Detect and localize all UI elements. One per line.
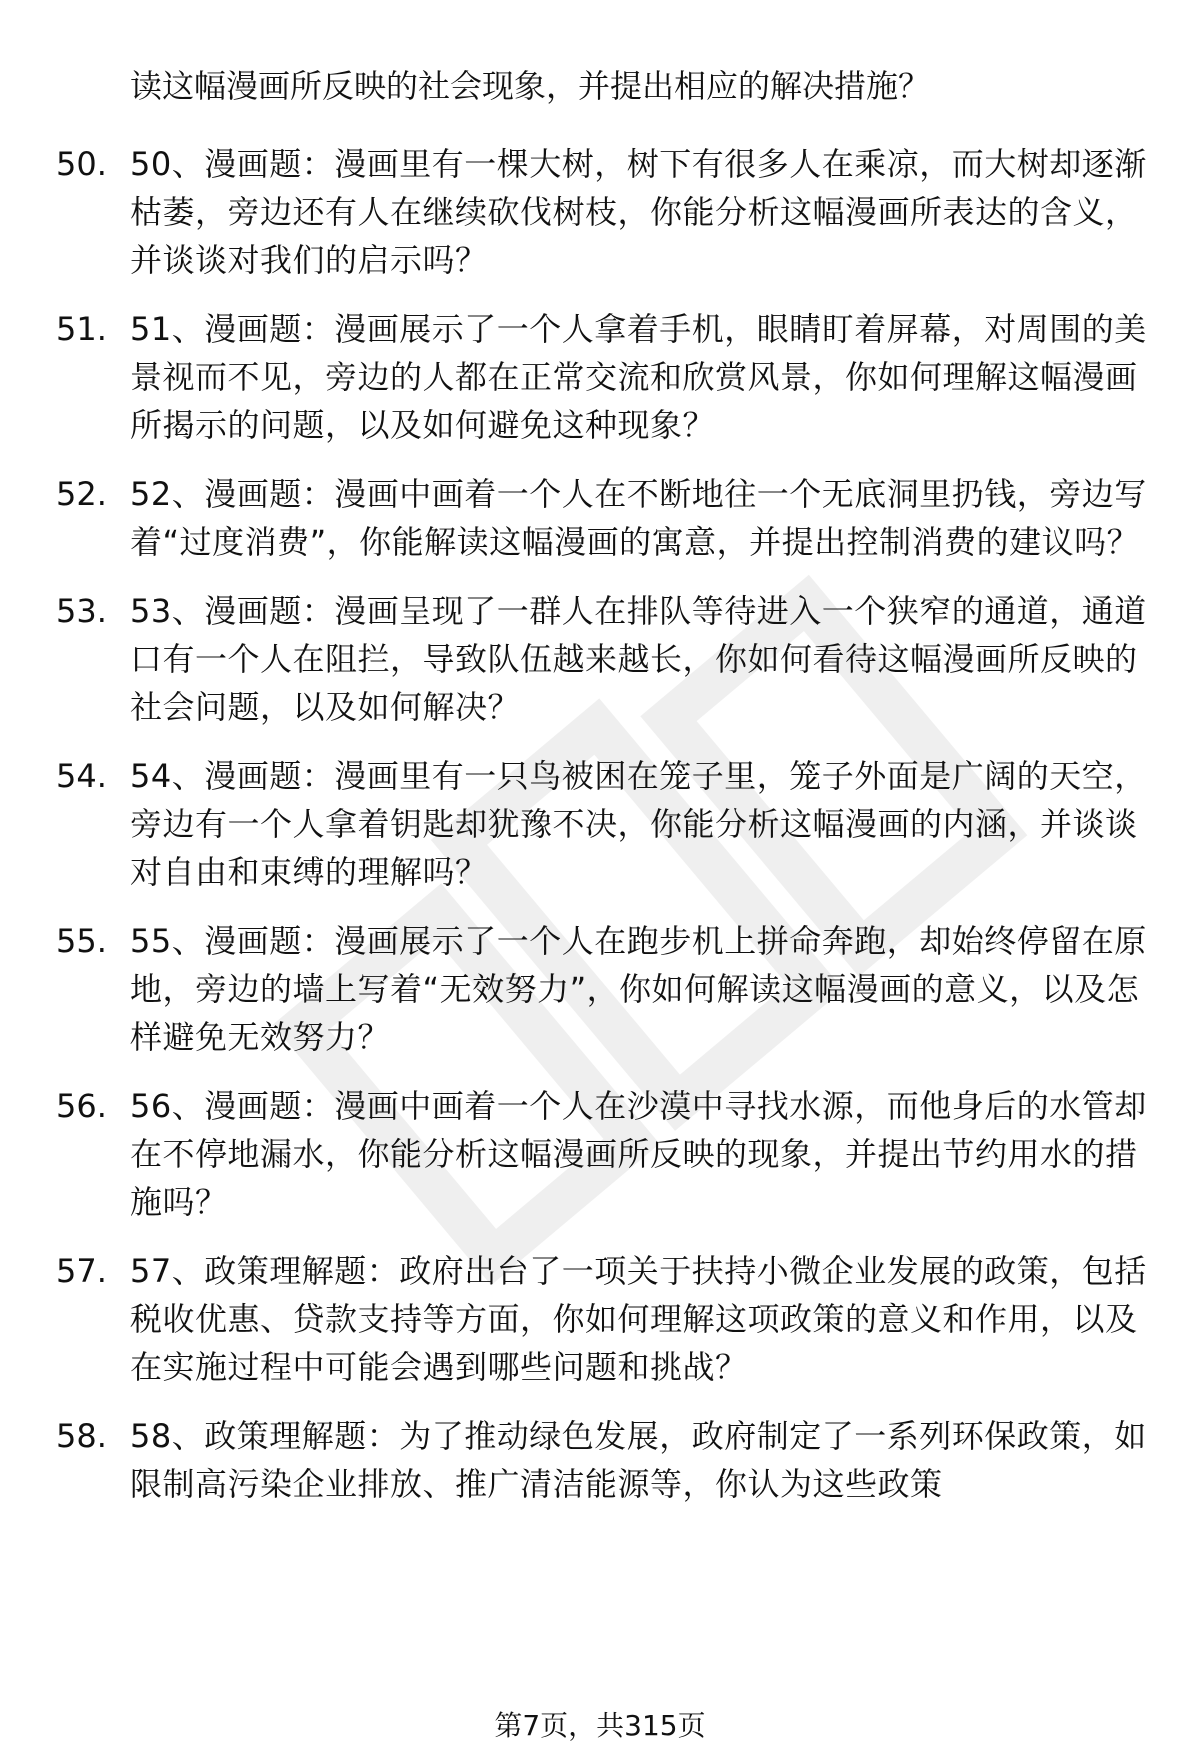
list-item: [0, 140, 1200, 284]
item-number: 52.: [56, 475, 107, 513]
item-text: 53、漫画题：漫画呈现了一群人在排队等待进入一个狭窄的通道，通道口有一个人在阻拦，导致队伍越来越长，你如何看待这幅漫画所反映的社会问题，以及如何解决？: [130, 592, 1147, 726]
item-number: 55.: [56, 922, 107, 960]
list-item: [0, 1247, 1200, 1391]
item-text: 55、漫画题：漫画展示了一个人在跑步机上拼命奔跑，却始终停留在原地，旁边的墙上写着“无效努力”，你如何解读这幅漫画的意义，以及怎样避免无效努力？: [130, 922, 1147, 1056]
intro-line: 读这幅漫画所反映的社会现象，并提出相应的解决措施？: [130, 67, 931, 105]
item-number: 54.: [56, 757, 107, 795]
list-item: [0, 917, 1200, 1061]
item-number: 56.: [56, 1087, 107, 1125]
item-text: 56、漫画题：漫画中画着一个人在沙漠中寻找水源，而他身后的水管却在不停地漏水，你能分析这幅漫画所反映的现象，并提出节约用水的措施吗？: [130, 1087, 1147, 1221]
item-text: 54、漫画题：漫画里有一只鸟被困在笼子里，笼子外面是广阔的天空，旁边有一个人拿着钥匙却犹豫不决，你能分析这幅漫画的内涵，并谈谈对自由和束缚的理解吗？: [130, 757, 1147, 891]
question-list: [0, 140, 1200, 1529]
item-number: 50.: [56, 145, 107, 183]
list-item: [0, 1082, 1200, 1226]
item-text: 57、政策理解题：政府出台了一项关于扶持小微企业发展的政策，包括税收优惠、贷款支持等方面，你如何理解这项政策的意义和作用，以及在实施过程中可能会遇到哪些问题和挑战？: [130, 1252, 1147, 1386]
list-item: [0, 1412, 1200, 1508]
list-item: [0, 305, 1200, 449]
item-text: 50、漫画题：漫画里有一棵大树，树下有很多人在乘凉，而大树却逐渐枯萎，旁边还有人在继续砍伐树枝，你能分析这幅漫画所表达的含义，并谈谈对我们的启示吗？: [130, 145, 1147, 279]
list-item: [0, 587, 1200, 731]
page-footer: 第7页，共315页: [494, 1709, 706, 1742]
item-text: 52、漫画题：漫画中画着一个人在不断地往一个无底洞里扔钱，旁边写着“过度消费”，你能解读这幅漫画的寓意，并提出控制消费的建议吗？: [130, 475, 1147, 561]
list-item: [0, 752, 1200, 896]
item-text: 51、漫画题：漫画展示了一个人拿着手机，眼睛盯着屏幕，对周围的美景视而不见，旁边的人都在正常交流和欣赏风景，你如何理解这幅漫画所揭示的问题，以及如何避免这种现象？: [130, 310, 1147, 444]
item-number: 58.: [56, 1417, 107, 1455]
item-number: 57.: [56, 1252, 107, 1290]
item-number: 53.: [56, 592, 107, 630]
item-number: 51.: [56, 310, 107, 348]
list-item: [0, 470, 1200, 566]
item-text: 58、政策理解题：为了推动绿色发展，政府制定了一系列环保政策，如限制高污染企业排放、推广清洁能源等，你认为这些政策: [130, 1417, 1147, 1503]
